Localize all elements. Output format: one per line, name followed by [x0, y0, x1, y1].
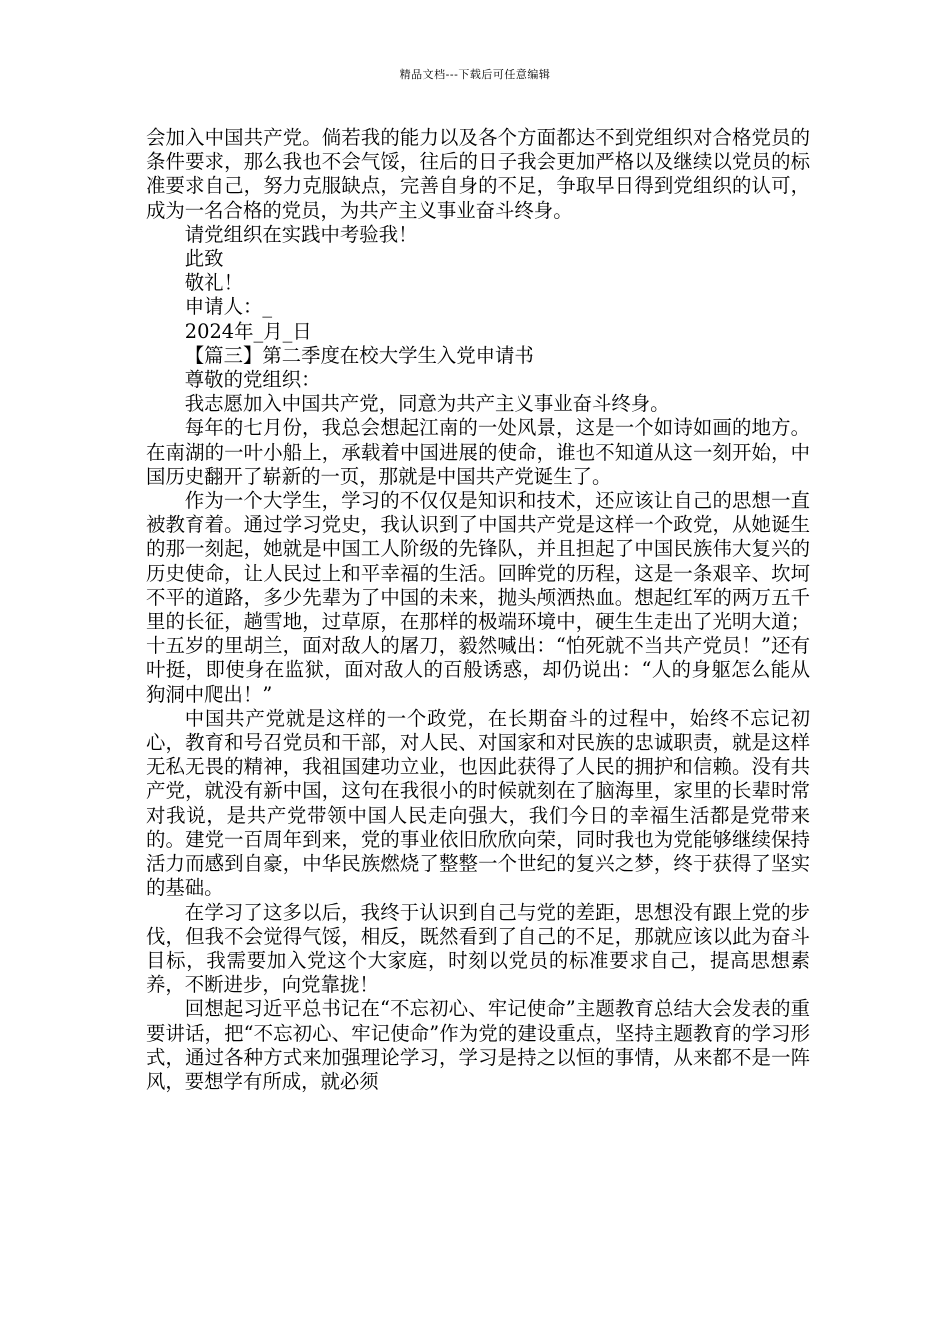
- salutation: 尊敬的党组织：: [184, 368, 321, 392]
- closing-line-2: 敬礼！: [184, 271, 243, 295]
- body-paragraph: 作为一个大学生，学习的不仅仅是知识和技术，还应该让自己的思想一直被教育着。通过学习党史，我认识到了中国共产党是这样一个政党，从她诞生的那一刻起，她就是中国工人阶级的先锋队，并且担起了中国民族伟大复兴的历史使命，让人民过上和平幸福的生活。回眸党的历程，这是一条艰辛、坎坷不平的道路，多少先辈为了中国的未来，抛头颅洒热血。想起红军的两万五千里的长征，趟雪地，过草原，在那样的极端环境中，硬生生走出了光明大道；十五岁的里胡兰，面对敌人的屠刀，毅然喊出：“怕死就不当共产党员！”还有叶挺，即使身在监狱，面对敌人的百般诱惑，却仍说出：“人的身躯怎么能从狗洞中爬出！”: [146, 489, 810, 706]
- body-paragraph: 中国共产党就是这样的一个政党，在长期奋斗的过程中，始终不忘记初心，教育和号召党员和干部，对人民、对国家和对民族的忠诚职责，就是这样无私无畏的精神，我祖国建功立业，也因此获得了人民的拥护和信赖。没有共产党，就没有新中国，这句在我很小的时候就刻在了脑海里，家里的长辈时常对我说，是共产党带领中国人民走向强大，我们今日的幸福生活都是党带来的。建党一百周年到来，党的事业依旧欣欣向荣，同时我也为党能够继续保持活力而感到自豪，中华民族燃烧了整整一个世纪的复兴之梦，终于获得了坚实的基础。: [146, 706, 810, 900]
- test-request-line: 请党组织在实践中考验我！: [184, 222, 418, 246]
- body-paragraph: 在学习了这多以后，我终于认识到自己与党的差距，思想没有跟上党的步伐，但我不会觉得气馁，相反，既然看到了自己的不足，那就应该以此为奋斗目标，我需要加入党这个大家庭，时刻以党员的标准要求自己，提高思想素养，不断进步，向党靠拢！: [146, 900, 810, 997]
- applicant-line: 申请人：_: [184, 295, 273, 319]
- body-paragraph: 我志愿加入中国共产党，同意为共产主义事业奋斗终身。: [184, 392, 670, 416]
- continuation-paragraph: 会加入中国共产党。倘若我的能力以及各个方面都达不到党组织对合格党员的条件要求，那么我也不会气馁，往后的日子我会更加严格以及继续以党员的标准要求自己，努力克服缺点，完善自身的不足，争取早日得到党组织的认可，成为一名合格的党员，为共产主义事业奋斗终身。: [146, 126, 810, 222]
- document-body: [146, 126, 810, 1094]
- body-paragraph: 回想起习近平总书记在“不忘初心、牢记使命”主题教育总结大会发表的重要讲话，把“不忘初心、牢记使命”作为党的建设重点，坚持主题教育的学习形式，通过各种方式来加强理论学习，学习是持之以恒的事情，从来都不是一阵风，要想学有所成，就必须: [146, 997, 810, 1093]
- body-paragraph: 每年的七月份，我总会想起江南的一处风景，这是一个如诗如画的地方。在南湖的一叶小船上，承载着中国进展的使命，谁也不知道从这一刻开始，中国历史翻开了崭新的一页，那就是中国共产党诞生了。: [146, 416, 810, 488]
- date-line: 2024年_月_日: [184, 319, 312, 343]
- closing-line-1: 此致: [184, 247, 224, 271]
- section-title: 【篇三】第二季度在校大学生入党申请书: [184, 343, 534, 367]
- page-header: 精品文档---下载后可任意编辑: [399, 68, 551, 81]
